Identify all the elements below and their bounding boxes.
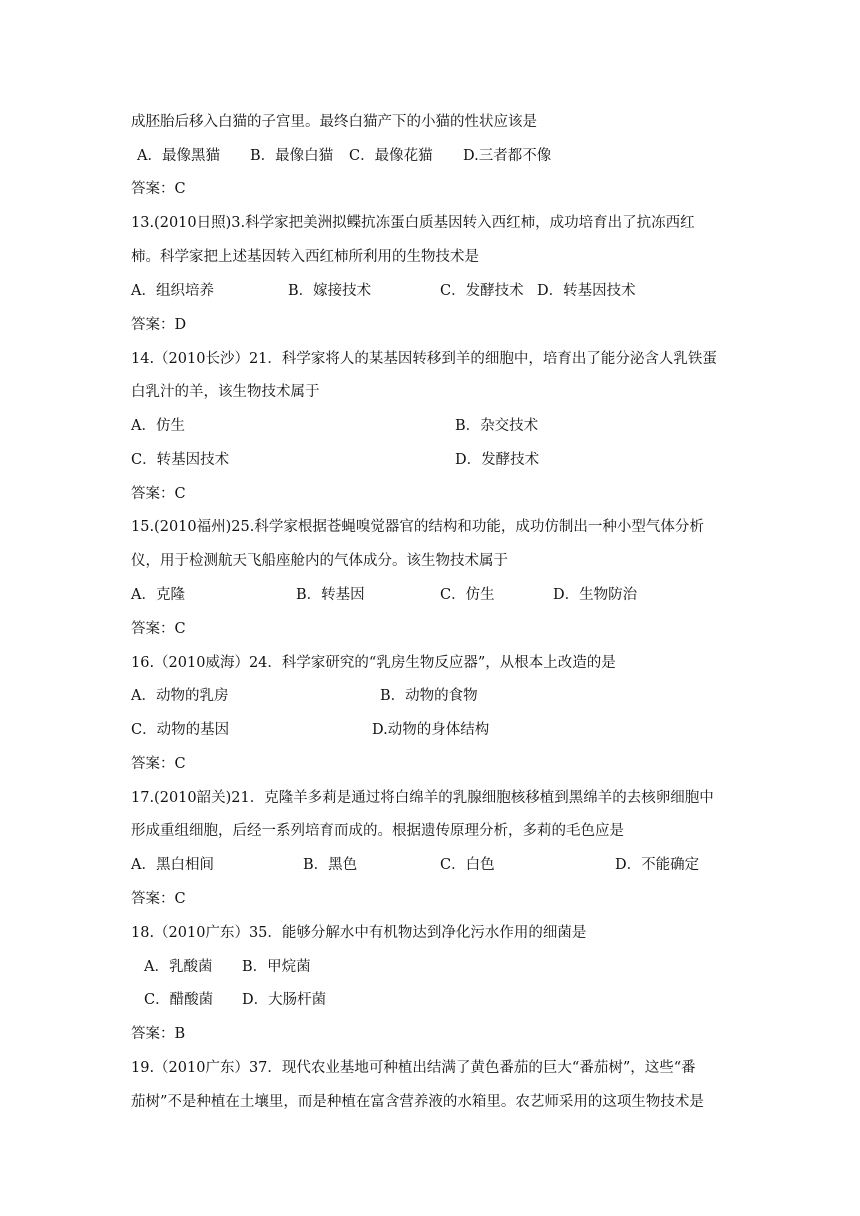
option-d: D．生物防治 (553, 587, 638, 603)
answer-line: 答案：D (131, 317, 187, 333)
question-text-line: 白乳汁的羊，该生物技术属于 (131, 384, 320, 400)
option-d: D．转基因技术 (537, 283, 636, 299)
option-d: D.三者都不像 (463, 148, 552, 164)
option-d: D．大肠杆菌 (242, 992, 327, 1008)
answer-line: 答案：B (131, 1026, 186, 1042)
question-text-line: 14.（2010长沙）21．科学家将人的某基因转移到羊的细胞中，培育出了能分泌含人乳铁蛋 (131, 351, 717, 367)
question-text-line: 13.(2010日照)3.科学家把美洲拟鲽抗冻蛋白质基因转入西红柿，成功培育出了抗冻西红 (131, 215, 695, 231)
question-text-line: 17.(2010韶关)21．克隆羊多莉是通过将白绵羊的乳腺细胞核移植到黑绵羊的去核卵细胞中 (131, 790, 714, 806)
answer-line: 答案：C (131, 621, 186, 637)
answer-line: 答案：C (131, 891, 186, 907)
option-c: C．醋酸菌 (144, 992, 214, 1008)
question-text-line: 柿。科学家把上述基因转入西红柿所利用的生物技术是 (131, 249, 479, 265)
answer-line: 答案：C (131, 181, 186, 197)
option-a: A．仿生 (131, 418, 185, 434)
option-d: D．发酵技术 (455, 452, 540, 468)
option-b: B．动物的食物 (380, 688, 478, 704)
question-text-line: 18.（2010广东）35．能够分解水中有机物达到净化污水作用的细菌是 (131, 925, 587, 941)
option-a: A．组织培养 (131, 283, 214, 299)
option-a: A．动物的乳房 (131, 688, 229, 704)
option-a: A．乳酸菌 (144, 959, 213, 975)
option-c: C．转基因技术 (131, 452, 230, 468)
question-text-line: 成胚胎后移入白猫的子宫里。最终白猫产下的小猫的性状应该是 (131, 114, 537, 130)
option-b: B．最像白猫 (250, 148, 334, 164)
option-b: B．黑色 (303, 857, 358, 873)
question-text-line: 19.（2010广东）37．现代农业基地可种植出结满了黄色番茄的巨大“番茄树”，这些“番 (131, 1060, 696, 1076)
option-a: A．黑白相间 (131, 857, 214, 873)
answer-line: 答案：C (131, 486, 186, 502)
option-d: D．不能确定 (615, 857, 700, 873)
option-b: B．甲烷菌 (242, 959, 311, 975)
option-b: B．杂交技术 (455, 418, 539, 434)
question-text-line: 形成重组细胞，后经一系列培育而成的。根据遗传原理分析，多莉的毛色应是 (131, 823, 624, 839)
option-a: A．最像黑猫 (137, 148, 220, 164)
option-c: C．发酵技术 (440, 283, 524, 299)
option-c: C．最像花猫 (349, 148, 433, 164)
option-b: B．嫁接技术 (288, 283, 372, 299)
option-b: B．转基因 (296, 587, 365, 603)
option-a: A．克隆 (131, 587, 185, 603)
option-c: C．白色 (440, 857, 495, 873)
question-text-line: 仪，用于检测航天飞船座舱内的气体成分。该生物技术属于 (131, 553, 508, 569)
answer-line: 答案：C (131, 756, 186, 772)
question-text-line: 16.（2010威海）24．科学家研究的“乳房生物反应器”，从根本上改造的是 (131, 655, 616, 671)
question-text-line: 15.(2010福州)25.科学家根据苍蝇嗅觉器官的结构和功能，成功仿制出一种小型气体分析 (131, 519, 704, 535)
question-text-line: 茄树”不是种植在土壤里，而是种植在富含营养液的水箱里。农艺师采用的这项生物技术是 (131, 1094, 704, 1110)
option-c: C．动物的基因 (131, 722, 230, 738)
option-d: D.动物的身体结构 (372, 722, 490, 738)
option-c: C．仿生 (440, 587, 495, 603)
